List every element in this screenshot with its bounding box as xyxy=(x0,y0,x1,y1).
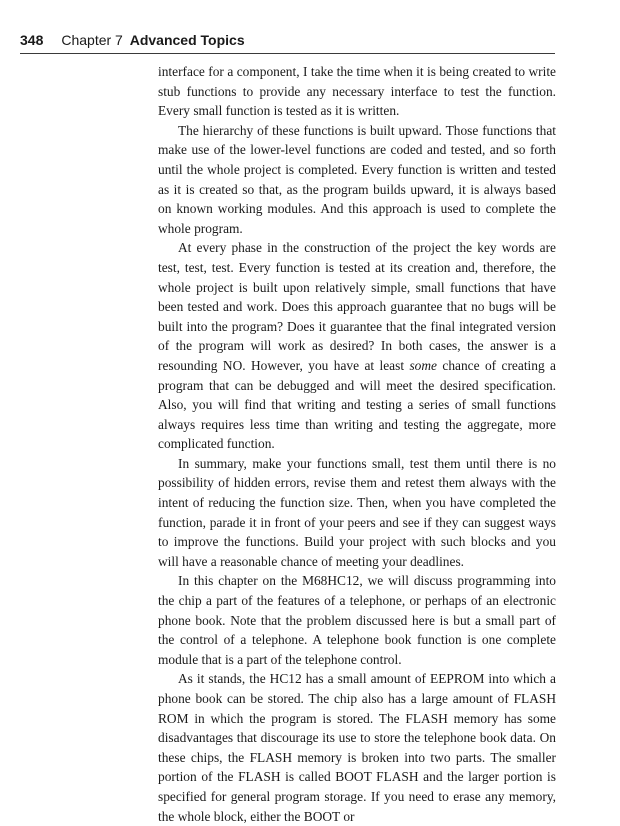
paragraph-continued: interface for a component, I take the time when it is being created to write stub functions to provide any necessary interface to test the function. Every small function is tested as it is written. xyxy=(158,64,556,119)
paragraph-summary: In summary, make your functions small, test them until there is no possibility of hidden errors, revise them and retest them always with the intent of reducing the function size. Then, when you have completed the function, parade it in front of your peers and see if they can suggest ways to improve the functions. Build your project with such blocks and you will have a reasonable chance of meeting your deadlines. xyxy=(158,455,556,569)
page-number: 348 xyxy=(20,32,44,48)
chapter-title: Advanced Topics xyxy=(129,32,245,48)
paragraph-testing xyxy=(158,238,556,454)
paragraph-chapter-intro: In this chapter on the M68HC12, we will discuss programming into the chip a part of the features of a telephone, or perhaps of an electronic phone book. Note that the problem discussed here is but a small part of the control of a telephone. A telephone book function is one complete module that is a part of the telephone control. xyxy=(158,573,556,667)
paragraph-hierarchy: The hierarchy of these functions is built upward. Those functions that make use of the lower-level functions are coded and tested, and so forth until the whole project is completed. Every function is written and tested as it is created so that, as the program builds upward, it is always based on known working modules. And this approach is used to complete the whole program. xyxy=(158,122,556,236)
chapter-label: Chapter 7 xyxy=(61,32,123,48)
body-text xyxy=(158,62,556,826)
running-header xyxy=(20,31,555,54)
emphasis-some: some xyxy=(409,357,437,373)
paragraph-testing-text-end: chance of creating a program that can be debugged and will meet the desired specification. Also, you will find that writing and testing a series of small functions always requires less time than writing and testing the aggregate, more complicated function. xyxy=(158,357,556,452)
paragraph-memory: As it stands, the HC12 has a small amount of EEPROM into which a phone book can be stored. The chip also has a large amount of FLASH ROM in which the program is stored. The FLASH memory has some disadvantages that discourage its use to store the telephone book data. On these chips, the FLASH memory is broken into two parts. The smaller portion of the FLASH is called BOOT FLASH and the larger portion is specified for general program storage. If you need to erase any memory, the whole block, either the BOOT or xyxy=(158,671,556,824)
paragraph-testing-text-start: At every phase in the construction of the project the key words are test, test, test. Every function is tested at its creation and, therefore, the whole project is built upon relatively simple, small functions that have been tested and work. Does this approach guarantee that no bugs will be built into the program? Does it guarantee that the final integrated version of the program will work as desired? In both cases, the answer is a resounding NO. However, you have at least xyxy=(158,240,556,373)
